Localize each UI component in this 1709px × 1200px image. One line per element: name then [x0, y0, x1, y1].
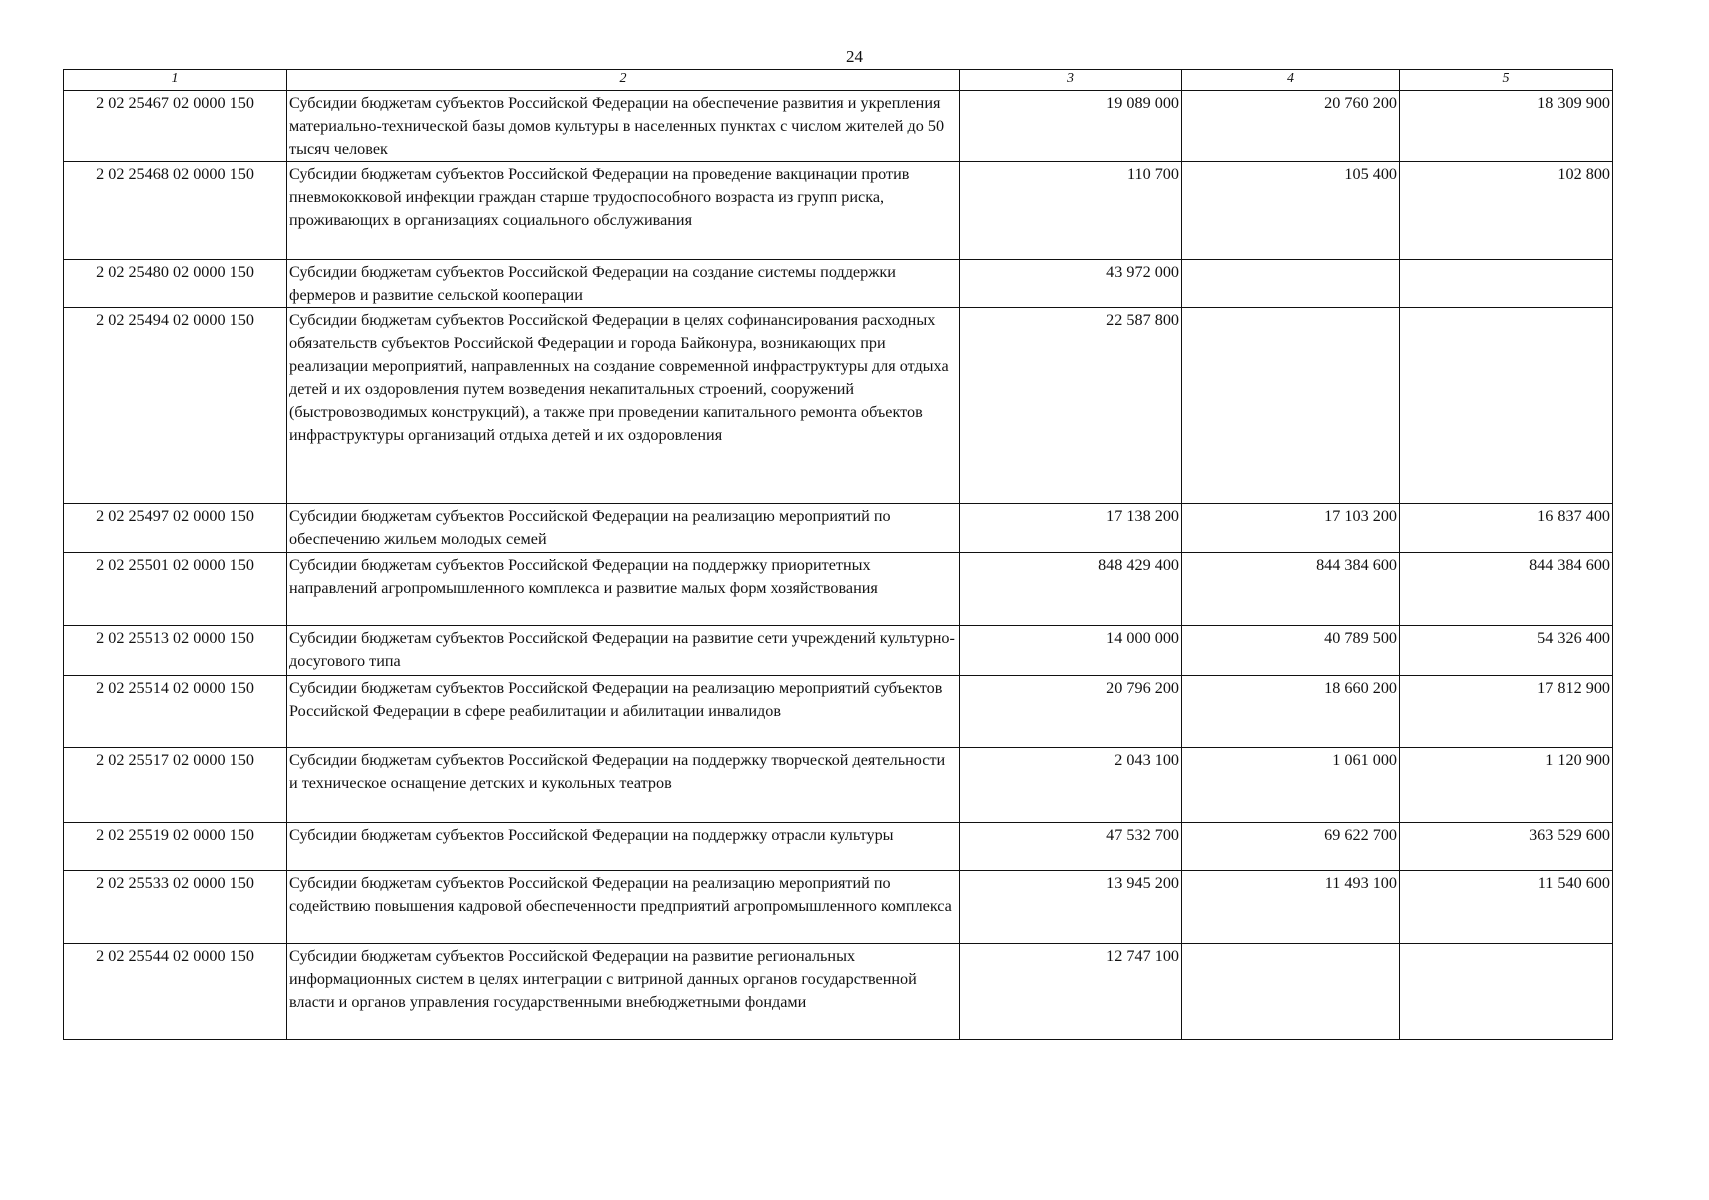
- value-col-3: 13 945 200: [960, 871, 1182, 944]
- value-col-4: 1 061 000: [1182, 748, 1400, 823]
- value-col-3: 17 138 200: [960, 504, 1182, 553]
- value-col-3: 43 972 000: [960, 260, 1182, 308]
- budget-code: 2 02 25480 02 0000 150: [64, 260, 287, 308]
- budget-code: 2 02 25494 02 0000 150: [64, 308, 287, 504]
- value-col-5: 11 540 600: [1400, 871, 1613, 944]
- header-row: [64, 70, 1613, 91]
- row-description: Субсидии бюджетам субъектов Российской Федерации на проведение вакцинации против пневмококковой инфекции граждан старше трудоспособного возраста из групп риска, проживающих в организациях социального обслуживания: [287, 162, 960, 260]
- table-row: [64, 260, 1613, 308]
- table-row: [64, 944, 1613, 1040]
- column-header-5: 5: [1400, 70, 1613, 91]
- value-col-4: 18 660 200: [1182, 676, 1400, 748]
- value-col-4: 17 103 200: [1182, 504, 1400, 553]
- value-col-3: 848 429 400: [960, 553, 1182, 626]
- table-row: [64, 748, 1613, 823]
- value-col-3: 110 700: [960, 162, 1182, 260]
- value-col-5: 18 309 900: [1400, 91, 1613, 162]
- table-row: [64, 162, 1613, 260]
- row-description: Субсидии бюджетам субъектов Российской Федерации на реализацию мероприятий по содействию повышения кадровой обеспеченности предприятий агропромышленного комплекса: [287, 871, 960, 944]
- budget-code: 2 02 25544 02 0000 150: [64, 944, 287, 1040]
- value-col-5: 17 812 900: [1400, 676, 1613, 748]
- column-header-2: 2: [287, 70, 960, 91]
- budget-code: 2 02 25517 02 0000 150: [64, 748, 287, 823]
- table-row: [64, 626, 1613, 676]
- budget-code: 2 02 25501 02 0000 150: [64, 553, 287, 626]
- value-col-3: 22 587 800: [960, 308, 1182, 504]
- table-row: [64, 308, 1613, 504]
- value-col-5: [1400, 944, 1613, 1040]
- column-header-1: 1: [64, 70, 287, 91]
- value-col-4: [1182, 308, 1400, 504]
- value-col-3: 47 532 700: [960, 823, 1182, 871]
- row-description: Субсидии бюджетам субъектов Российской Федерации на поддержку отрасли культуры: [287, 823, 960, 871]
- budget-code: 2 02 25497 02 0000 150: [64, 504, 287, 553]
- value-col-4: 69 622 700: [1182, 823, 1400, 871]
- column-header-3: 3: [960, 70, 1182, 91]
- page-number: 24: [846, 47, 863, 66]
- table-row: [64, 676, 1613, 748]
- row-description: Субсидии бюджетам субъектов Российской Федерации на развитие сети учреждений культурно-досугового типа: [287, 626, 960, 676]
- row-description: Субсидии бюджетам субъектов Российской Федерации на развитие региональных информационных систем в целях интеграции с витриной данных органов государственной власти и органов управления государственными внебюджетными фондами: [287, 944, 960, 1040]
- value-col-3: 12 747 100: [960, 944, 1182, 1040]
- table-row: [64, 91, 1613, 162]
- row-description: Субсидии бюджетам субъектов Российской Федерации на поддержку приоритетных направлений агропромышленного комплекса и развитие малых форм хозяйствования: [287, 553, 960, 626]
- value-col-5: 16 837 400: [1400, 504, 1613, 553]
- budget-code: 2 02 25467 02 0000 150: [64, 91, 287, 162]
- value-col-5: 363 529 600: [1400, 823, 1613, 871]
- value-col-4: 844 384 600: [1182, 553, 1400, 626]
- value-col-4: [1182, 944, 1400, 1040]
- row-description: Субсидии бюджетам субъектов Российской Федерации на поддержку творческой деятельности и техническое оснащение детских и кукольных театров: [287, 748, 960, 823]
- row-description: Субсидии бюджетам субъектов Российской Федерации в целях софинансирования расходных обязательств субъектов Российской Федерации и города Байконура, возникающих при реализации мероприятий, направленных на создание современной инфраструктуры для отдыха детей и их оздоровления путем возведения некапитальных строений, сооружений (быстровозводимых конструкций), а также при проведении капитального ремонта объектов инфраструктуры организаций отдыха детей и их оздоровления: [287, 308, 960, 504]
- value-col-5: [1400, 308, 1613, 504]
- column-header-4: 4: [1182, 70, 1400, 91]
- value-col-5: 1 120 900: [1400, 748, 1613, 823]
- value-col-4: 105 400: [1182, 162, 1400, 260]
- budget-code: 2 02 25513 02 0000 150: [64, 626, 287, 676]
- row-description: Субсидии бюджетам субъектов Российской Федерации на обеспечение развития и укрепления материально-технической базы домов культуры в населенных пунктах с числом жителей до 50 тысяч человек: [287, 91, 960, 162]
- budget-code: 2 02 25519 02 0000 150: [64, 823, 287, 871]
- value-col-4: 20 760 200: [1182, 91, 1400, 162]
- table-row: [64, 823, 1613, 871]
- value-col-5: 54 326 400: [1400, 626, 1613, 676]
- value-col-4: 40 789 500: [1182, 626, 1400, 676]
- table-row: [64, 504, 1613, 553]
- budget-revenue-table: [63, 69, 1613, 1040]
- table-row: [64, 553, 1613, 626]
- value-col-3: 14 000 000: [960, 626, 1182, 676]
- budget-code: 2 02 25514 02 0000 150: [64, 676, 287, 748]
- value-col-3: 20 796 200: [960, 676, 1182, 748]
- budget-code: 2 02 25533 02 0000 150: [64, 871, 287, 944]
- value-col-3: 19 089 000: [960, 91, 1182, 162]
- row-description: Субсидии бюджетам субъектов Российской Федерации на создание системы поддержки фермеров и развитие сельской кооперации: [287, 260, 960, 308]
- row-description: Субсидии бюджетам субъектов Российской Федерации на реализацию мероприятий по обеспечению жильем молодых семей: [287, 504, 960, 553]
- value-col-4: [1182, 260, 1400, 308]
- value-col-3: 2 043 100: [960, 748, 1182, 823]
- value-col-5: 102 800: [1400, 162, 1613, 260]
- value-col-4: 11 493 100: [1182, 871, 1400, 944]
- table-row: [64, 871, 1613, 944]
- budget-code: 2 02 25468 02 0000 150: [64, 162, 287, 260]
- row-description: Субсидии бюджетам субъектов Российской Федерации на реализацию мероприятий субъектов Российской Федерации в сфере реабилитации и абилитации инвалидов: [287, 676, 960, 748]
- value-col-5: 844 384 600: [1400, 553, 1613, 626]
- value-col-5: [1400, 260, 1613, 308]
